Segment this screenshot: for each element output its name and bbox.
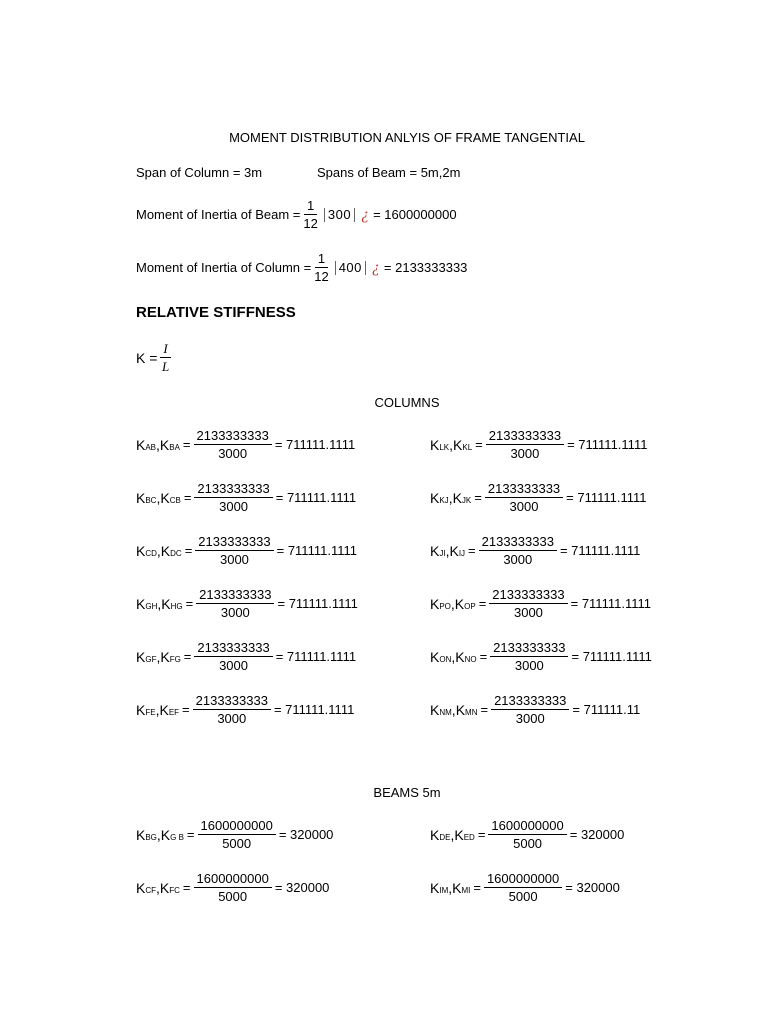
stiffness-result: = 711111.1111 bbox=[275, 490, 357, 505]
k-symbol: K bbox=[136, 879, 146, 896]
k-symbol: K bbox=[160, 826, 171, 843]
stiffness-fraction bbox=[479, 534, 557, 567]
stiffness-equation-row bbox=[136, 587, 358, 620]
member-subscript: IJ bbox=[458, 549, 466, 558]
stiffness-fraction bbox=[160, 341, 170, 374]
stiffness-fraction bbox=[490, 640, 568, 673]
member-subscript: G B bbox=[170, 833, 184, 842]
member-subscript: FG bbox=[169, 655, 181, 664]
member-subscript: JI bbox=[439, 549, 446, 558]
k-symbol: K bbox=[160, 542, 171, 559]
k-symbol: K bbox=[455, 701, 466, 718]
k-symbol: K bbox=[449, 542, 459, 559]
fraction-denominator: 3000 bbox=[510, 446, 540, 461]
separator: , bbox=[450, 826, 455, 843]
k-symbol: K bbox=[430, 648, 440, 665]
member-subscript: DE bbox=[439, 833, 451, 842]
member-subscript: EF bbox=[168, 708, 180, 717]
stiffness-result: = 320000 bbox=[278, 827, 334, 842]
equals-sign: = bbox=[479, 649, 488, 664]
equals-sign: = bbox=[182, 702, 190, 717]
member-subscript: DC bbox=[170, 549, 182, 558]
member-subscript: CF bbox=[145, 886, 157, 895]
member-subscript: NM bbox=[439, 708, 452, 717]
stiffness-fraction bbox=[194, 640, 272, 673]
fraction-denominator: 3000 bbox=[219, 658, 248, 673]
member-subscript: JK bbox=[461, 496, 472, 505]
separator: , bbox=[156, 648, 161, 665]
fraction-denominator: 3000 bbox=[219, 552, 249, 567]
fraction-numerator: 1 bbox=[315, 251, 328, 268]
member-subscript: GF bbox=[145, 655, 157, 664]
separator: , bbox=[156, 436, 160, 453]
stiffness-equation-row bbox=[136, 428, 355, 461]
member-subscript: ED bbox=[463, 833, 475, 842]
member-subscript: MN bbox=[465, 708, 478, 717]
fraction-numerator: 2133333333 bbox=[194, 428, 272, 445]
stiffness-equation-row bbox=[430, 693, 640, 726]
separator: , bbox=[448, 489, 453, 506]
separator: , bbox=[451, 701, 456, 718]
equals-sign: = bbox=[480, 702, 489, 717]
stiffness-equation-row bbox=[136, 693, 354, 726]
fraction-numerator: 1600000000 bbox=[194, 871, 272, 888]
fraction-numerator: 2133333333 bbox=[485, 481, 563, 498]
fraction-denominator: 3000 bbox=[218, 446, 248, 461]
document-title: MOMENT DISTRIBUTION ANLYIS OF FRAME TANGENTIAL bbox=[229, 130, 585, 145]
equals-sign: = bbox=[186, 827, 195, 842]
stiffness-result: = 711111.1111 bbox=[567, 437, 648, 452]
k-symbol: K bbox=[136, 701, 146, 718]
member-subscript: CB bbox=[169, 496, 181, 505]
column-inertia-result: = 2133333333 bbox=[383, 260, 468, 275]
stiffness-fraction bbox=[198, 818, 276, 851]
member-subscript: AB bbox=[145, 443, 157, 452]
separator: , bbox=[156, 826, 161, 843]
stiffness-fraction bbox=[489, 587, 567, 620]
beam-inertia-value: 300 bbox=[327, 207, 352, 222]
stiffness-result: = 711111.1111 bbox=[571, 649, 652, 664]
stiffness-result: = 711111.1111 bbox=[559, 543, 641, 558]
k-symbol: K bbox=[430, 701, 440, 718]
stiffness-equation-row bbox=[136, 871, 329, 904]
k-symbol: K bbox=[452, 489, 462, 506]
k-symbol: K bbox=[160, 648, 170, 665]
separator: , bbox=[451, 648, 456, 665]
equals-sign: = bbox=[468, 543, 476, 558]
stiffness-fraction bbox=[194, 428, 272, 461]
k-symbol: K bbox=[159, 436, 170, 453]
abs-bar-left bbox=[335, 261, 336, 275]
fraction-denominator: 3000 bbox=[217, 711, 247, 726]
k-symbol: K bbox=[136, 542, 146, 559]
member-subscript: KL bbox=[462, 443, 473, 452]
equals-sign: = bbox=[183, 490, 192, 505]
fraction-numerator: 2133333333 bbox=[193, 693, 271, 710]
stiffness-fraction bbox=[195, 534, 273, 567]
stiffness-result: = 711111.11 bbox=[572, 702, 641, 717]
stiffness-result: = 320000 bbox=[569, 827, 625, 842]
beam-span-text: Spans of Beam = 5m,2m bbox=[317, 165, 461, 180]
stiffness-result: = 711111.1111 bbox=[273, 702, 355, 717]
fraction-denominator: 3000 bbox=[514, 658, 544, 673]
member-subscript: GH bbox=[145, 602, 158, 611]
column-inertia-value: 400 bbox=[338, 260, 362, 275]
member-subscript: NO bbox=[464, 655, 477, 664]
fraction-numerator: 1600000000 bbox=[198, 818, 276, 835]
fraction-denominator: 5000 bbox=[513, 836, 543, 851]
member-subscript: CD bbox=[145, 549, 157, 558]
member-subscript: BG bbox=[145, 833, 157, 842]
k-symbol: K bbox=[136, 436, 146, 453]
member-subscript: HG bbox=[170, 602, 183, 611]
stiffness-result: = 711111.1111 bbox=[276, 543, 357, 558]
equals-sign: = bbox=[182, 880, 191, 895]
beam-inertia-label: Moment of Inertia of Beam = bbox=[136, 207, 301, 222]
separator: , bbox=[155, 701, 160, 718]
fraction-denominator: L bbox=[161, 359, 170, 374]
member-subscript: LK bbox=[439, 443, 450, 452]
k-symbol: K bbox=[161, 595, 171, 612]
fraction-denominator: 3000 bbox=[513, 605, 543, 620]
stiffness-result: = 711111.1111 bbox=[274, 437, 356, 452]
k-symbol: K bbox=[136, 826, 146, 843]
equals-sign: = bbox=[475, 437, 483, 452]
abs-bar-left bbox=[324, 208, 325, 222]
columns-section-label: COLUMNS bbox=[374, 395, 440, 410]
stiffness-result: = 320000 bbox=[274, 880, 330, 895]
stiffness-equation-row bbox=[136, 481, 356, 514]
member-subscript: KJ bbox=[439, 496, 449, 505]
column-inertia-equation bbox=[136, 251, 467, 284]
beam-inertia-fraction bbox=[303, 198, 317, 231]
fraction-denominator: 3000 bbox=[509, 499, 539, 514]
separator: , bbox=[156, 542, 161, 559]
stiffness-fraction bbox=[485, 481, 563, 514]
stiffness-fraction bbox=[486, 428, 564, 461]
equals-sign: = bbox=[182, 437, 191, 452]
member-subscript: FE bbox=[145, 708, 156, 717]
stiffness-fraction bbox=[194, 871, 272, 904]
k-symbol: K bbox=[452, 879, 462, 896]
separator: , bbox=[449, 436, 454, 453]
member-subscript: OP bbox=[464, 602, 476, 611]
equals-sign: = bbox=[478, 596, 487, 611]
member-subscript: BA bbox=[169, 443, 180, 452]
fraction-numerator: 2133333333 bbox=[486, 428, 564, 445]
abs-bar-right bbox=[365, 261, 366, 275]
separator: , bbox=[445, 542, 450, 559]
fraction-numerator: 2133333333 bbox=[479, 534, 557, 551]
k-symbol: K bbox=[453, 436, 463, 453]
equals-sign: = bbox=[474, 490, 482, 505]
stiffness-equation-row bbox=[430, 871, 620, 904]
fraction-numerator: 1 bbox=[304, 198, 317, 215]
stiffness-fraction bbox=[484, 871, 562, 904]
k-symbol: K bbox=[430, 436, 440, 453]
k-symbol: K bbox=[160, 489, 170, 506]
equals-sign: = bbox=[183, 649, 192, 664]
stiffness-fraction bbox=[491, 693, 569, 726]
fraction-numerator: 1600000000 bbox=[484, 871, 562, 888]
fraction-denominator: 12 bbox=[314, 269, 329, 284]
member-subscript: FC bbox=[169, 886, 180, 895]
fraction-denominator: 3000 bbox=[219, 499, 249, 514]
equals-sign: = bbox=[184, 543, 193, 558]
fraction-denominator: 5000 bbox=[218, 889, 248, 904]
fraction-numerator: 2133333333 bbox=[491, 693, 569, 710]
separator: , bbox=[157, 595, 162, 612]
k-symbol: K bbox=[430, 489, 440, 506]
stiffness-equation-row bbox=[430, 587, 651, 620]
fraction-denominator: 5000 bbox=[222, 836, 252, 851]
k-symbol: K bbox=[430, 826, 440, 843]
equals-sign: = bbox=[477, 827, 486, 842]
separator: , bbox=[156, 879, 160, 896]
fraction-numerator: 2133333333 bbox=[194, 481, 272, 498]
fraction-numerator: 2133333333 bbox=[489, 587, 567, 604]
member-subscript: BC bbox=[145, 496, 157, 505]
k-symbol: K bbox=[136, 648, 146, 665]
column-span-text: Span of Column = 3m bbox=[136, 165, 263, 180]
beams-section-label: BEAMS 5m bbox=[373, 785, 441, 800]
fraction-denominator: 3000 bbox=[503, 552, 533, 567]
stiffness-result: = 711111.1111 bbox=[275, 649, 357, 664]
stiffness-formula bbox=[136, 341, 174, 374]
stiffness-equation-row bbox=[430, 481, 647, 514]
k-symbol: K bbox=[159, 879, 170, 896]
fraction-numerator: 2133333333 bbox=[195, 534, 273, 551]
k-symbol: K bbox=[136, 595, 146, 612]
equals-sign: = bbox=[473, 880, 481, 895]
k-symbol: K bbox=[430, 542, 440, 559]
k-symbol: K bbox=[454, 826, 464, 843]
stiffness-result: = 320000 bbox=[565, 880, 620, 895]
member-subscript: IM bbox=[439, 886, 449, 895]
fraction-denominator: 12 bbox=[303, 216, 318, 231]
stiffness-equation-row bbox=[136, 534, 357, 567]
fraction-denominator: 3000 bbox=[220, 605, 250, 620]
stiffness-equation-row bbox=[430, 640, 652, 673]
k-symbol: K bbox=[159, 701, 169, 718]
separator: , bbox=[156, 489, 161, 506]
fraction-denominator: 5000 bbox=[508, 889, 538, 904]
stiffness-result: = 711111.1111 bbox=[277, 596, 358, 611]
abs-bar-right bbox=[354, 208, 355, 222]
unknown-symbol: ¿ bbox=[371, 258, 380, 276]
separator: , bbox=[448, 879, 453, 896]
fraction-numerator: I bbox=[160, 341, 170, 358]
column-inertia-label: Moment of Inertia of Column = bbox=[136, 260, 312, 275]
k-symbol: K bbox=[136, 489, 146, 506]
beam-inertia-equation bbox=[136, 198, 457, 231]
fraction-numerator: 2133333333 bbox=[196, 587, 274, 604]
stiffness-equation-row bbox=[430, 818, 624, 851]
stiffness-fraction bbox=[193, 693, 271, 726]
column-inertia-fraction bbox=[314, 251, 328, 284]
relative-stiffness-heading: RELATIVE STIFFNESS bbox=[136, 304, 296, 321]
separator: , bbox=[450, 595, 455, 612]
k-symbol: K bbox=[430, 595, 440, 612]
stiffness-fraction bbox=[194, 481, 272, 514]
stiffness-equation-row bbox=[430, 428, 647, 461]
stiffness-equation-row bbox=[430, 534, 640, 567]
stiffness-fraction bbox=[196, 587, 274, 620]
stiffness-fraction bbox=[488, 818, 566, 851]
fraction-numerator: 1600000000 bbox=[488, 818, 566, 835]
stiffness-result: = 711111.1111 bbox=[566, 490, 647, 505]
unknown-symbol: ¿ bbox=[361, 205, 370, 223]
fraction-denominator: 3000 bbox=[515, 711, 545, 726]
fraction-numerator: 2133333333 bbox=[194, 640, 272, 657]
fraction-numerator: 2133333333 bbox=[490, 640, 568, 657]
member-subscript: PO bbox=[439, 602, 451, 611]
stiffness-result: = 711111.1111 bbox=[570, 596, 651, 611]
k-symbol: K bbox=[455, 648, 465, 665]
k-symbol: K bbox=[430, 879, 440, 896]
member-subscript: MI bbox=[461, 886, 471, 895]
k-symbol: K bbox=[454, 595, 465, 612]
equals-sign: = bbox=[185, 596, 194, 611]
stiffness-equation-row bbox=[136, 640, 356, 673]
stiffness-lhs: K = bbox=[136, 349, 158, 366]
member-subscript: ON bbox=[439, 655, 452, 664]
stiffness-equation-row bbox=[136, 818, 333, 851]
beam-inertia-result: = 1600000000 bbox=[373, 207, 457, 222]
